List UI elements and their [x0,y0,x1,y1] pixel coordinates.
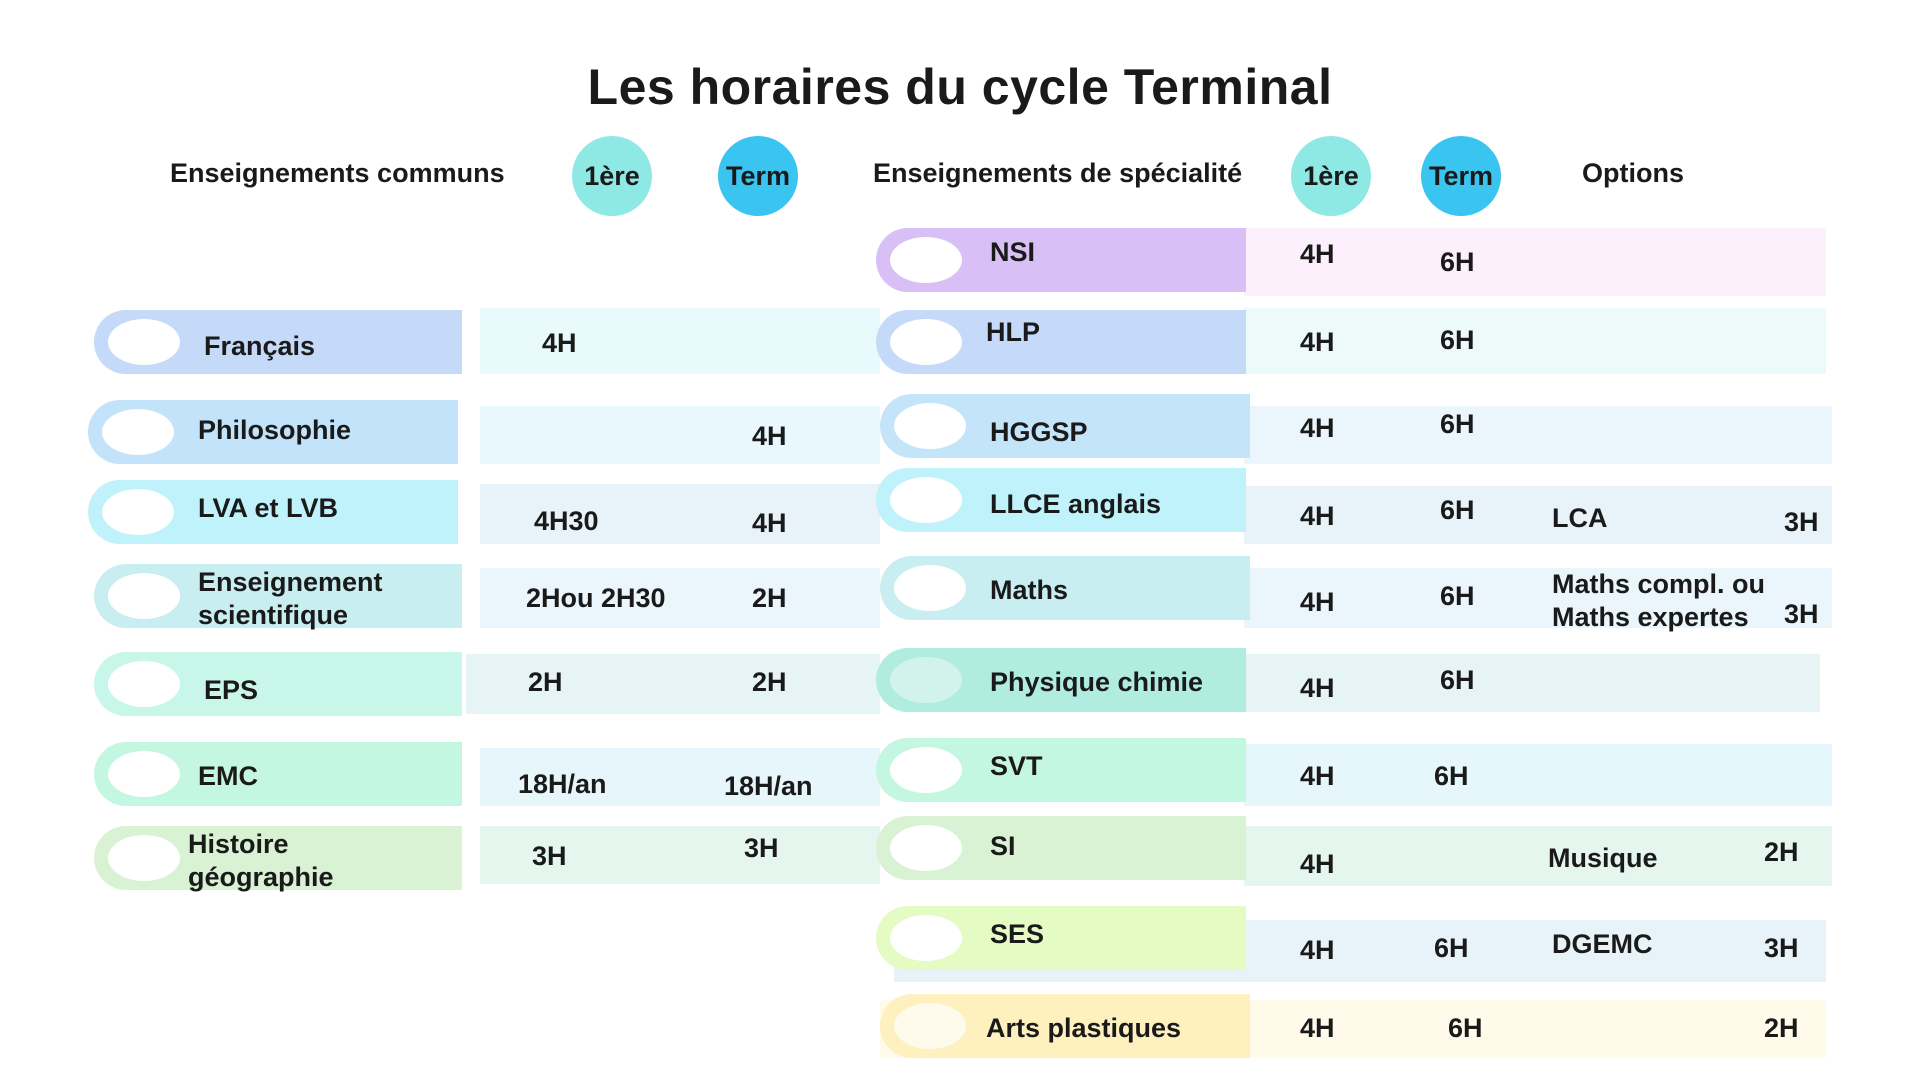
row-label-eps: EPS [204,675,259,705]
row-oval [108,573,180,619]
spec-term-maths: 6H [1440,581,1475,611]
option-label-dgemc: DGEMC [1552,929,1653,959]
row-term-lva: 4H [752,508,787,538]
spec-premiere-svt: 4H [1300,761,1335,791]
spec-label-si: SI [990,831,1016,861]
row-term-emc: 18H/an [724,771,813,801]
spec-pill-ses [876,906,1246,970]
row-label-philosophie: Philosophie [198,415,352,445]
row-oval [108,751,180,797]
row-premiere-emc: 18H/an [518,769,607,799]
header-circle-premiere-specialite [1291,136,1371,216]
spec-label-physique: Physique chimie [990,667,1204,697]
spec-premiere-si: 4H [1300,849,1335,879]
header-circle-premiere [572,136,652,216]
spec-label-arts: Arts plastiques [986,1013,1182,1043]
row-term-histoire: 3H [744,833,779,863]
spec-pill-hlp [876,310,1246,374]
spec-label-ses: SES [990,919,1045,949]
spec-pill-nsi [876,228,1246,292]
spec-pill-si [876,816,1246,880]
row-oval [890,747,962,793]
row-oval [890,915,962,961]
row-band-philosophie [480,406,880,464]
spec-premiere-arts: 4H [1300,1013,1335,1043]
option-label-lca: LCA [1552,503,1608,533]
header-circle-term-specialite [1421,136,1501,216]
row-pill-eps [94,652,462,716]
spec-label-hggsp: HGGSP [990,417,1088,447]
spec-premiere-llce: 4H [1300,501,1335,531]
spec-label-svt: SVT [990,751,1043,781]
row-premiere-eps: 2H [528,667,563,697]
row-oval [894,1003,966,1049]
header-term-label: Term [725,160,791,191]
row-oval [890,825,962,871]
spec-pill-svt [876,738,1246,802]
row-premiere-lva: 4H30 [534,506,599,536]
row-pill-emc [94,742,462,806]
row-term-philosophie: 4H [752,421,787,451]
row-oval [890,657,962,703]
spec-term-hlp: 6H [1440,325,1475,355]
spec-term-physique: 6H [1440,665,1475,695]
row-oval [894,403,966,449]
spec-term-hggsp: 6H [1440,409,1475,439]
row-oval [894,565,966,611]
row-oval [102,409,174,455]
row-oval [890,319,962,365]
option-hours-arts: 2H [1764,1013,1799,1043]
spec-term-arts: 6H [1448,1013,1483,1043]
row-oval [890,477,962,523]
spec-term-llce: 6H [1440,495,1475,525]
row-oval [890,237,962,283]
spec-label-llce: LLCE anglais [990,489,1162,519]
option-hours-maths: 3H [1784,599,1819,629]
row-premiere-francais: 4H [542,328,577,358]
header-premiere-specialite-label: 1ère [1303,160,1359,191]
spec-premiere-maths: 4H [1300,587,1335,617]
row-label-lva: LVA et LVB [198,493,338,523]
spec-label-hlp: HLP [986,317,1040,347]
option-hours-lca: 3H [1784,507,1819,537]
header-enseignements-communs: Enseignements communs [170,158,505,188]
spec-label-nsi: NSI [990,237,1036,267]
row-label-scientifique: Enseignement scientifique [198,567,383,630]
row-oval [108,661,180,707]
spec-label-maths: Maths [990,575,1069,605]
row-label-francais: Français [204,331,316,361]
spec-premiere-hggsp: 4H [1300,413,1335,443]
spec-premiere-ses: 4H [1300,935,1335,965]
row-oval [108,319,180,365]
row-term-scientifique: 2H [752,583,787,613]
header-options: Options [1582,158,1684,188]
row-label-emc: EMC [198,761,258,791]
spec-term-ses: 6H [1434,933,1469,963]
spec-premiere-hlp: 4H [1300,327,1335,357]
row-term-eps: 2H [752,667,787,697]
row-premiere-histoire: 3H [532,841,567,871]
row-oval [108,835,180,881]
option-hours-musique: 2H [1764,837,1799,867]
option-label-maths: Maths compl. ou Maths expertes [1552,569,1766,632]
header-enseignements-specialite: Enseignements de spécialité [873,158,1243,188]
row-band-francais [480,308,880,374]
row-label-histoire: Histoire géographie [188,829,334,892]
option-label-musique: Musique [1548,843,1658,873]
spec-premiere-physique: 4H [1300,673,1335,703]
page-title: Les horaires du cycle Terminal [587,59,1333,115]
header-circle-term [718,136,798,216]
spec-premiere-nsi: 4H [1300,239,1335,269]
spec-term-svt: 6H [1434,761,1469,791]
header-premiere-label: 1ère [584,160,640,191]
spec-term-nsi: 6H [1440,247,1475,277]
header-term-specialite-label: Term [1428,160,1494,191]
option-hours-dgemc: 3H [1764,933,1799,963]
row-oval [102,489,174,535]
row-premiere-scientifique: 2Hou 2H30 [526,583,666,613]
